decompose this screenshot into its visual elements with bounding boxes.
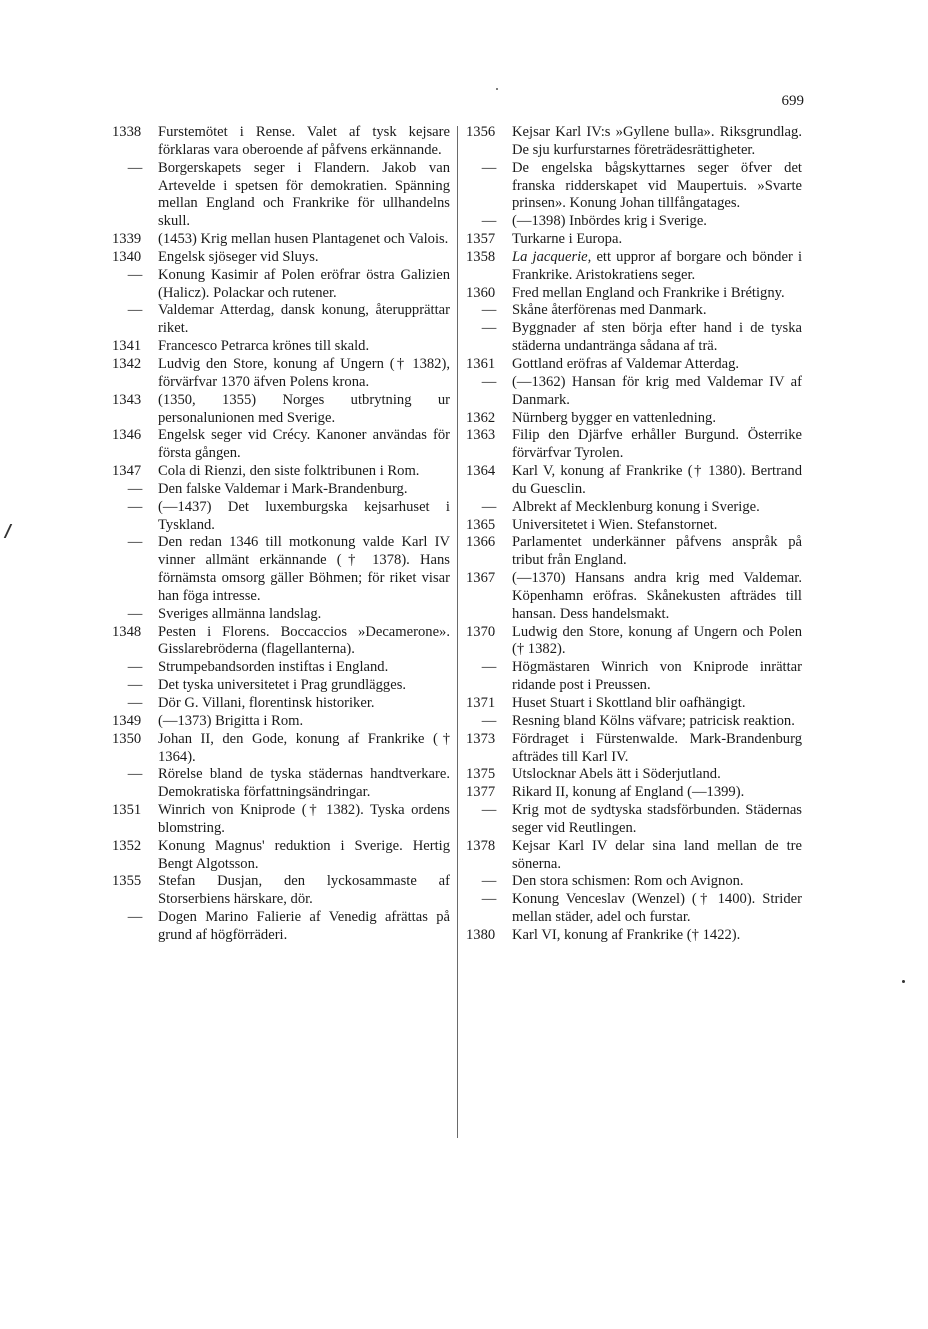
entry-year: — xyxy=(127,605,143,622)
entry-text: Fördraget i Fürstenwalde. Mark-Brandenburg afträdes till Karl IV. xyxy=(512,730,802,765)
entry-text: Skåne återförenas med Danmark. xyxy=(512,302,707,319)
chronology-entry xyxy=(466,891,802,927)
entry-text: Engelsk seger vid Crécy. Kanoner användas för första gången. xyxy=(158,427,450,462)
entry-text: Konung Kasimir af Polen eröfrar östra Galizien (Halicz). Polackar och rutener. xyxy=(158,266,450,301)
chronology-entry xyxy=(466,659,802,695)
chronology-entry xyxy=(112,838,450,874)
entry-text: Konung Magnus' reduktion i Sverige. Hertig Bengt Algotsson. xyxy=(158,837,450,872)
entry-year: — xyxy=(127,498,143,515)
entry-text: Rörelse bland de tyska städernas handtverkare. Demokratiska författningsändringar. xyxy=(158,766,450,801)
entry-year: 1361 xyxy=(466,355,496,372)
entry-text-rest: ett uppror af borgare och bönder i Frankrike. Aristokratiens seger. xyxy=(512,248,802,283)
entry-year: 1364 xyxy=(466,463,496,480)
entry-year: — xyxy=(127,534,143,551)
chronology-entry xyxy=(112,606,450,624)
entry-year: — xyxy=(481,802,497,819)
entry-year: 1380 xyxy=(466,926,496,943)
chronology-entry xyxy=(466,356,802,374)
print-speck xyxy=(496,88,498,90)
entry-text: Nürnberg bygger en vattenledning. xyxy=(512,409,716,426)
entry-text: Universitetet i Wien. Stefanstornet. xyxy=(512,516,718,533)
entry-year: 1339 xyxy=(112,231,142,248)
entry-text: Högmästaren Winrich von Kniprode inrättar ridande post i Preussen. xyxy=(512,659,802,694)
entry-year: 1357 xyxy=(466,231,496,248)
chronology-entry xyxy=(466,463,802,499)
entry-text: Ludwig den Store, konung af Ungern och Polen († 1382). xyxy=(512,623,802,658)
chronology-entry xyxy=(466,320,802,356)
entry-year: — xyxy=(127,677,143,694)
entry-text: Ludvig den Store, konung af Ungern († 1382), förvärfvar 1370 äfven Polens krona. xyxy=(158,355,450,390)
chronology-entry xyxy=(112,463,450,481)
chronology-entry xyxy=(466,534,802,570)
chronology-entry xyxy=(112,677,450,695)
entry-text: Konung Venceslav (Wenzel) († 1400). Strider mellan städer, adel och furstar. xyxy=(512,891,802,926)
entry-text: Valdemar Atterdag, dansk konung, återupprättar riket. xyxy=(158,302,450,337)
entry-year: — xyxy=(481,213,497,230)
entry-text: Dör G. Villani, florentinsk historiker. xyxy=(158,695,375,711)
chronology-entry xyxy=(112,249,450,267)
chronology-entry xyxy=(112,766,450,802)
entry-year: — xyxy=(127,159,143,176)
entry-year: — xyxy=(127,659,143,676)
chronology-entry xyxy=(466,427,802,463)
entry-text: Karl V, konung af Frankrike († 1380). Bertrand du Guesclin. xyxy=(512,463,802,497)
entry-year: — xyxy=(481,373,497,390)
chronology-entry xyxy=(466,249,802,285)
entry-year: — xyxy=(127,695,143,711)
chronology-entry xyxy=(112,695,450,713)
column-divider xyxy=(457,126,458,1138)
entry-text: Winrich von Kniprode († 1382). Tyska ordens blomstring. xyxy=(158,802,450,836)
entry-text: (1350, 1355) Norges utbrytning ur personalunionen med Sverige. xyxy=(158,391,450,426)
entry-year: 1378 xyxy=(466,837,496,854)
entry-text: Dogen Marino Falierie af Venedig afrättas på grund af högförräderi. xyxy=(158,909,450,943)
chronology-entry xyxy=(466,160,802,214)
entry-year: — xyxy=(127,266,143,283)
entry-year: 1375 xyxy=(466,766,496,783)
chronology-entry xyxy=(466,213,802,231)
entry-text xyxy=(512,249,802,285)
entry-year: 1371 xyxy=(466,695,496,711)
entry-year: 1370 xyxy=(466,623,496,640)
chronology-entry xyxy=(466,695,802,713)
chronology-entry xyxy=(112,231,450,249)
entry-year: 1341 xyxy=(112,338,142,355)
entry-year: 1352 xyxy=(112,837,142,854)
entry-year: — xyxy=(127,909,143,926)
entry-text: Det tyska universitetet i Prag grundlägges. xyxy=(158,677,407,694)
chronology-entry xyxy=(112,160,450,231)
chronology-entry xyxy=(112,267,450,303)
chronology-entry xyxy=(112,624,450,660)
entry-text: Kejsar Karl IV delar sina land mellan de tre sönerna. xyxy=(512,837,802,872)
entry-year: 1367 xyxy=(466,570,496,587)
right-column xyxy=(466,124,802,945)
entry-text: Filip den Djärfve erhåller Burgund. Österrike förvärfvar Tyrolen. xyxy=(512,427,802,462)
chronology-entry xyxy=(112,534,450,605)
page-number: 699 xyxy=(781,93,804,109)
chronology-entry xyxy=(112,499,450,535)
entry-text: Huset Stuart i Skottland blir oafhängigt. xyxy=(512,695,746,711)
entry-year: — xyxy=(481,320,497,337)
entry-text: Den redan 1346 till motkonung valde Karl IV vinner allmänt erkännande († 1378). Hans förnämsta omsorg gäller Böhmen; för riket visar han föga intresse. xyxy=(158,534,450,604)
entry-text: Kejsar Karl IV:s »Gyllene bulla». Riksgrundlag. De sju kurfurstarnes företrädesrättigheter. xyxy=(512,124,802,158)
chronology-entry xyxy=(466,784,802,802)
entry-year: 1365 xyxy=(466,516,496,533)
chronology-entry xyxy=(466,624,802,660)
entry-text: Albrekt af Mecklenburg konung i Sverige. xyxy=(512,498,760,515)
entry-year: — xyxy=(481,891,497,908)
chronology-entry xyxy=(466,731,802,767)
entry-text: Pesten i Florens. Boccaccios »Decamerone». Gisslarebröderna (flagellanterna). xyxy=(158,623,450,658)
entry-year: 1362 xyxy=(466,409,496,426)
entry-text: Gottland eröfras af Valdemar Atterdag. xyxy=(512,355,740,372)
entry-text: Stefan Dusjan, den lyckosammaste af Storserbiens härskare, dör. xyxy=(158,873,450,908)
entry-year: 1338 xyxy=(112,124,142,140)
chronology-entry xyxy=(112,802,450,838)
entry-text: (—1362) Hansan för krig med Valdemar IV af Danmark. xyxy=(512,373,802,408)
entry-text: Den stora schismen: Rom och Avignon. xyxy=(512,873,744,890)
chronology-entry xyxy=(112,713,450,731)
chronology-entry xyxy=(112,427,450,463)
entry-year: — xyxy=(481,159,497,176)
entry-year: 1358 xyxy=(466,248,496,265)
chronology-entry xyxy=(466,124,802,160)
entry-year: 1346 xyxy=(112,427,142,444)
entry-text: Fred mellan England och Frankrike i Brétigny. xyxy=(512,284,785,301)
chronology-entry xyxy=(466,499,802,517)
entry-text: Den falske Valdemar i Mark-Brandenburg. xyxy=(158,480,408,497)
entry-text: (—1373) Brigitta i Rom. xyxy=(158,712,304,729)
entry-text: (1453) Krig mellan husen Plantagenet och Valois. xyxy=(158,231,449,248)
chronology-entry xyxy=(466,570,802,624)
chronology-entry xyxy=(466,285,802,303)
entry-text: Parlamentet underkänner påfvens anspråk på tribut från England. xyxy=(512,534,802,569)
entry-text: Johan II, den Gode, konung af Frankrike († 1364). xyxy=(158,730,450,765)
chronology-entry xyxy=(466,802,802,838)
entry-year: — xyxy=(481,873,497,890)
chronology-entry xyxy=(466,766,802,784)
chronology-entry xyxy=(112,124,450,160)
entry-text: (—1437) Det luxemburgska kejsarhuset i Tyskland. xyxy=(158,498,450,533)
chronology-entry xyxy=(466,927,802,945)
entry-year: 1342 xyxy=(112,355,142,372)
chronology-entry xyxy=(112,873,450,909)
entry-text: Francesco Petrarca krönes till skald. xyxy=(158,338,370,355)
chronology-entry xyxy=(466,517,802,535)
entry-text: Borgerskapets seger i Flandern. Jakob van Artevelde i spetsen för demokratien. Spänning mellan England och Frankrike för ullhandelns skull. xyxy=(158,159,450,230)
entry-year: 1360 xyxy=(466,284,496,301)
entry-text: Resning bland Kölns väfvare; patricisk reaktion. xyxy=(512,712,795,729)
entry-text: Sveriges allmänna landslag. xyxy=(158,605,322,622)
entry-text: Turkarne i Europa. xyxy=(512,231,623,248)
chronology-entry xyxy=(466,713,802,731)
entry-year: — xyxy=(481,712,497,729)
chronology-entry xyxy=(112,392,450,428)
chronology-entry xyxy=(466,302,802,320)
entry-text: De engelska bågskyttarnes seger öfver det franska ridderskapet vid Maupertuis. »Svarte prinsen». Konung Johan tillfångatages. xyxy=(512,159,802,212)
entry-year: — xyxy=(481,302,497,319)
entry-year: 1356 xyxy=(466,124,496,140)
entry-year: 1377 xyxy=(466,784,496,801)
entry-year: 1347 xyxy=(112,463,142,480)
print-speck xyxy=(902,980,905,983)
chronology-entry xyxy=(466,231,802,249)
entry-year: 1366 xyxy=(466,534,496,551)
entry-text: Engelsk sjöseger vid Sluys. xyxy=(158,248,319,265)
entry-year: 1349 xyxy=(112,712,142,729)
entry-year: 1351 xyxy=(112,802,142,819)
chronology-entry xyxy=(112,302,450,338)
entry-year: — xyxy=(127,766,143,783)
left-column xyxy=(112,124,450,945)
chronology-entry xyxy=(466,838,802,874)
entry-year: 1340 xyxy=(112,248,142,265)
entry-text: Cola di Rienzi, den siste folktribunen i Rom. xyxy=(158,463,420,480)
entry-text: Karl VI, konung af Frankrike († 1422). xyxy=(512,926,741,943)
entry-year: — xyxy=(127,480,143,497)
chronology-entry xyxy=(112,731,450,767)
entry-text: Strumpebandsorden instiftas i England. xyxy=(158,659,389,676)
chronology-entry xyxy=(466,873,802,891)
entry-text: Rikard II, konung af England (—1399). xyxy=(512,784,745,801)
margin-mark xyxy=(0,524,12,538)
chronology-entry xyxy=(112,909,450,945)
entry-year: — xyxy=(481,659,497,676)
entry-text: Krig mot de sydtyska stadsförbunden. Städernas seger vid Reutlingen. xyxy=(512,802,802,836)
entry-year: — xyxy=(127,302,143,319)
entry-year: 1350 xyxy=(112,730,142,747)
entry-year: 1373 xyxy=(466,730,496,747)
entry-text: Byggnader af sten börja efter hand i de tyska städerna undantränga sådana af trä. xyxy=(512,320,802,355)
entry-year: 1355 xyxy=(112,873,142,890)
entry-text: (—1398) Inbördes krig i Sverige. xyxy=(512,213,707,230)
chronology-entry xyxy=(112,356,450,392)
chronology-entry xyxy=(466,374,802,410)
chronology-entry xyxy=(466,410,802,428)
entry-text: Utslocknar Abels ätt i Söderjutland. xyxy=(512,766,721,783)
chronology-entry xyxy=(112,338,450,356)
entry-lead-italic: La jacquerie, xyxy=(512,248,592,265)
chronology-entry xyxy=(112,659,450,677)
entry-year: — xyxy=(481,498,497,515)
entry-year: 1348 xyxy=(112,623,142,640)
entry-text: Furstemötet i Rense. Valet af tysk kejsare förklaras vara oberoende af påfvens erkännande. xyxy=(158,124,450,158)
chronology-entry xyxy=(112,481,450,499)
entry-text: (—1370) Hansans andra krig med Valdemar. Köpenhamn eröfras. Skånekusten afträdes till hansan. Dess handelsmakt. xyxy=(512,570,802,622)
entry-year: 1363 xyxy=(466,427,496,444)
entry-year: 1343 xyxy=(112,391,142,408)
